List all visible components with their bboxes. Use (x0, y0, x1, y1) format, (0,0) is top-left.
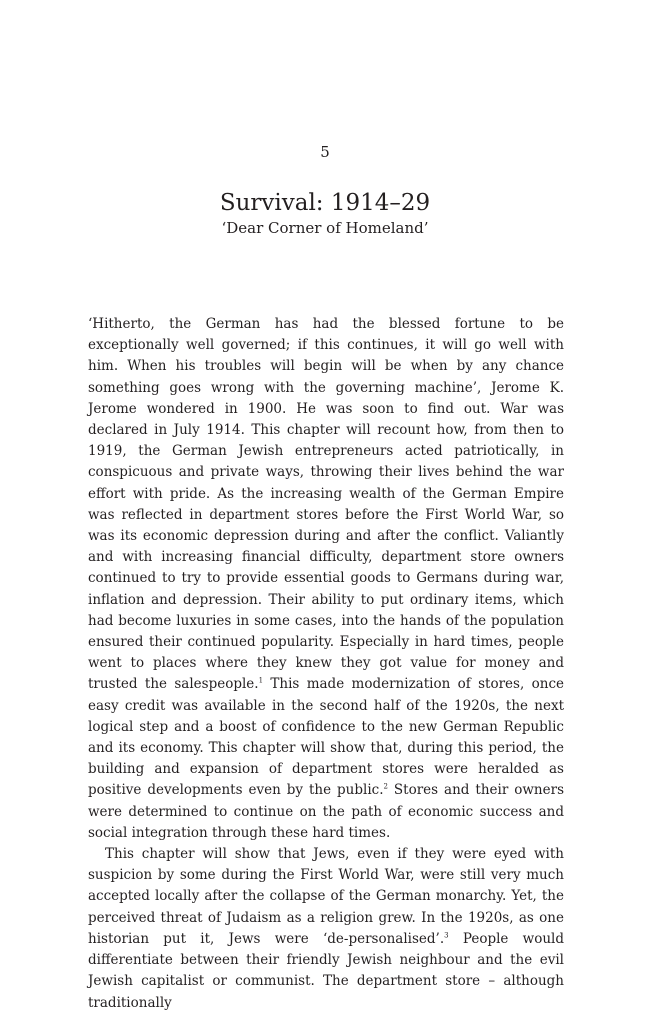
body-text (88, 314, 564, 1014)
paragraph-1 (88, 314, 564, 844)
paragraph-2-text-a: This chapter will show that Jews, even if they were eyed with suspicion by some during the First World War, were still very much accepted locally after the collapse of the German monarchy. Yet, the perceived threat of Judaism as a religion grew. In the 1920s, as one historian put it, Jews were ‘de-personalised’. (88, 846, 564, 947)
chapter-subtitle: ‘Dear Corner of Homeland’ (221, 219, 429, 237)
chapter-number: 5 (320, 143, 330, 161)
footnote-ref-2[interactable]: 2 (383, 782, 388, 791)
footnote-ref-1[interactable]: 1 (258, 676, 264, 685)
chapter-title: Survival: 1914–29 (219, 190, 431, 216)
paragraph-1-text-a: ‘Hitherto, the German has had the blessed fortune to be exceptionally well governed; if this continues, it will go well with him. When his troubles will begin will be when by any chance something goes wrong with the governing machine’, Jerome K. Jerome wondered in 1900. He was soon to find out. War was declared in July 1914. This chapter will recount how, from then to 1919, the German Jewish entrepreneurs acted patriotically, in conspicuous and private ways, throwing their lives behind the war effort with pride. As the increasing wealth of the German Empire was reflected in department stores before the First World War, so was its economic depression during and after the conflict. Valiantly and with increasing financial difficulty, department store owners continued to try to provide essential goods to Germans during war, inflation and depression. Their ability to put ordinary items, which had become luxuries in some cases, into the hands of the population ensured their continued popularity. Especially in hard times, people went to places where they knew they got value for money and trusted the salespeople. (88, 316, 564, 693)
paragraph-2-text-b: People would differentiate between their friendly Jewish neighbour and the evil Jewish capitalist or communist. The department store – although traditionally (88, 930, 564, 1011)
paragraph-1-text-c: Stores and their owners were determined to continue on the path of economic success and social integration through these hard times. (88, 782, 564, 841)
paragraph-2 (88, 844, 564, 1014)
paragraph-1-text-b: This made modernization of stores, once easy credit was available in the second half of the 1920s, the next logical step and a boost of confidence to the new German Republic and its economy. This chapter will show that, during this period, the building and expansion of department stores were heralded as positive developments even by the public. (88, 676, 564, 799)
footnote-ref-3[interactable]: 3 (444, 931, 449, 940)
